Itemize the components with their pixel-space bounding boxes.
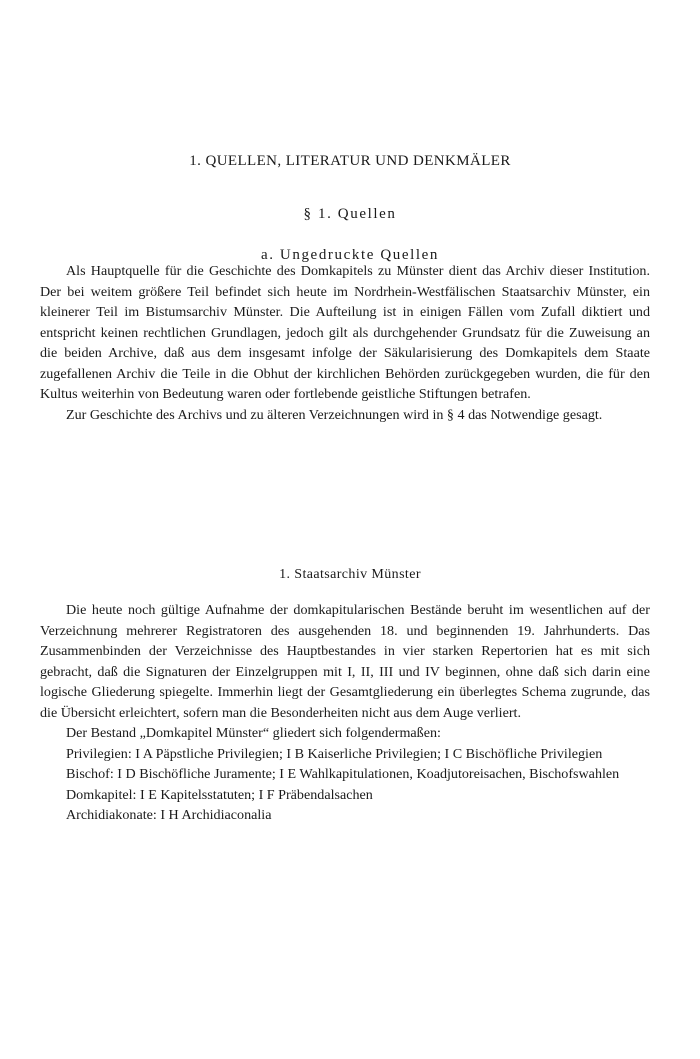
intro-paragraph: Zur Geschichte des Archivs und zu älteren Verzeichnungen wird in § 4 das Notwendige gesagt. [66,406,603,423]
section-title: § 1. Quellen [303,206,397,222]
intro-paragraph: Als Hauptquelle für die Geschichte des Domkapitels zu Münster dient das Archiv dieser Institution. Der bei weitem größere Teil befindet sich heute im Nordrhein-Westfälischen Staatsarchiv Münster, ein kleinerer Teil im Bistumsarchiv Münster. Die Aufteilung ist in einigen Fällen vom Zufall diktiert und entspricht keinen rechtlichen Grundlagen, jedoch gilt als durchgehender Grundsatz für die Zuweisung an die beiden Archive, daß aus dem insgesamt infolge der Säkularisierung des Domkapitels dem Staate zugefallenen Archiv die Teile in die Obhut der kirchlichen Behörden zurückgegeben wurden, die für den Kultus weiterhin von Bedeutung waren oder fortlebende geistliche Stiftungen betrafen. [40,263,650,402]
archive-paragraph: Der Bestand „Domkapitel Münster“ gliedert sich folgendermaßen: [66,725,441,741]
archive-paragraph: Die heute noch gültige Aufnahme der domkapitularischen Bestände beruht im wesentlichen auf der Verzeichnung mehrerer Registratoren des ausgehenden 18. und beginnenden 19. Jahrhunderts. Das Zusammenbinden der Verzeichnisse des Hauptbestandes in vier starken Repertorien hat es mit sich gebracht, daß die Signaturen der Einzelgruppen mit I, II, III und IV beginnen, ohne daß sich darin eine logische Gliederung spiegelte. Immerhin liegt der Gesamtgliederung ein überlegtes Schema zugrunde, das die Übersicht erleichtert, sofern man die Besonderheiten nicht aus dem Auge verliert. [40,602,650,721]
chapter-title: 1. QUELLEN, LITERATUR UND DENKMÄLER [189,153,511,169]
archive-list-item: Bischof: I D Bischöfliche Juramente; I E Wahlkapitulationen, Koadjutoreisachen, Bischofswahlen [66,766,620,782]
subsection-title: a. Ungedruckte Quellen [260,247,440,263]
sub-subsection-title: 1. Staatsarchiv Münster [279,567,421,582]
archive-text-block [40,600,650,826]
archive-list-item: Domkapitel: I E Kapitelsstatuten; I F Präbendalsachen [66,786,373,803]
intro-text-block [40,261,650,425]
archive-list-item: Archidiakonate: I H Archidiaconalia [66,807,272,823]
archive-list-item: Privilegien: I A Päpstliche Privilegien; I B Kaiserliche Privilegien; I C Bischöfliche Privilegien [66,745,603,762]
